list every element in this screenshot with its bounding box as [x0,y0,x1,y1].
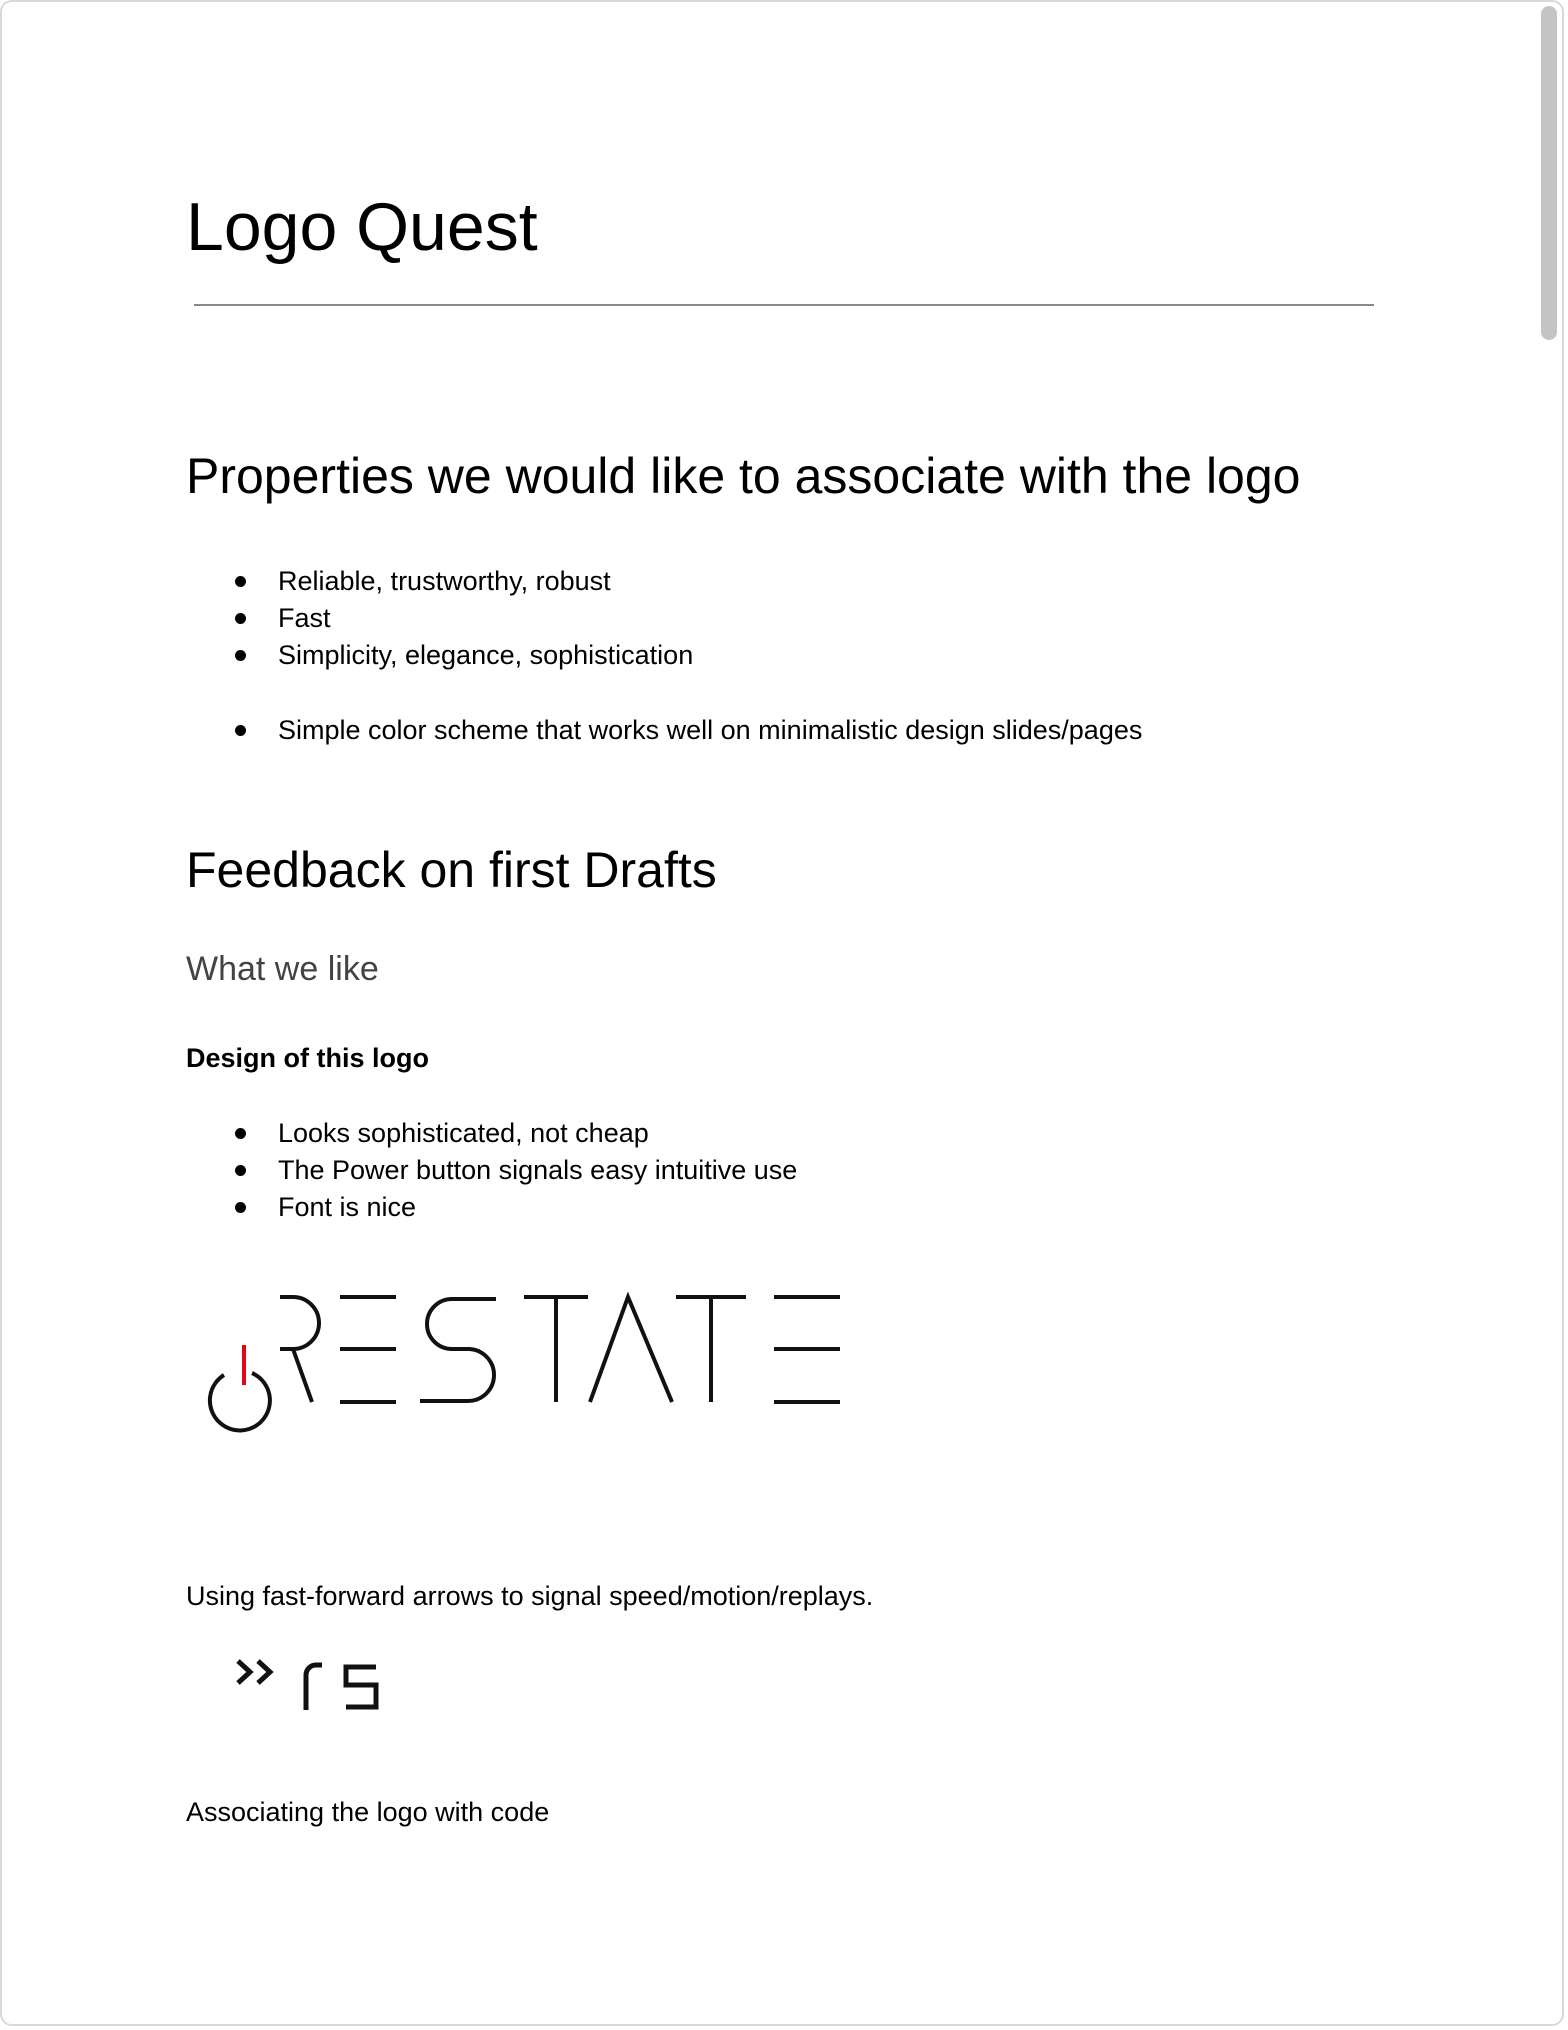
restate-logo-image [200,1285,850,1445]
bullet-icon [235,576,246,587]
properties-heading: Properties we would like to associate with the logo [186,448,1301,504]
properties-item-4: Simple color scheme that works well on minimalistic design slides/pages [278,715,1143,745]
feedback-heading: Feedback on first Drafts [186,842,717,898]
horizontal-rule [194,304,1374,306]
code-caption: Associating the logo with code [186,1797,550,1827]
feedback-item-3: Font is nice [278,1192,417,1222]
rs-logo-image [236,1655,386,1715]
properties-item-2: Fast [278,603,331,633]
feedback-item-1: Looks sophisticated, not cheap [278,1118,649,1148]
bullet-icon [235,650,246,661]
feedback-item-2: The Power button signals easy intuitive use [278,1155,798,1185]
bullet-icon [235,613,246,624]
document-title: Logo Quest [186,189,538,265]
arrows-caption: Using fast-forward arrows to signal speed/motion/replays. [186,1581,874,1611]
properties-item-1: Reliable, trustworthy, robust [278,566,611,596]
bullet-icon [235,1165,246,1176]
design-label: Design of this logo [186,1043,429,1073]
bullet-icon [235,1202,246,1213]
properties-item-3: Simplicity, elegance, sophistication [278,640,694,670]
bullet-icon [235,1128,246,1139]
bullet-icon [235,725,246,736]
what-we-like-subheading: What we like [186,950,379,988]
